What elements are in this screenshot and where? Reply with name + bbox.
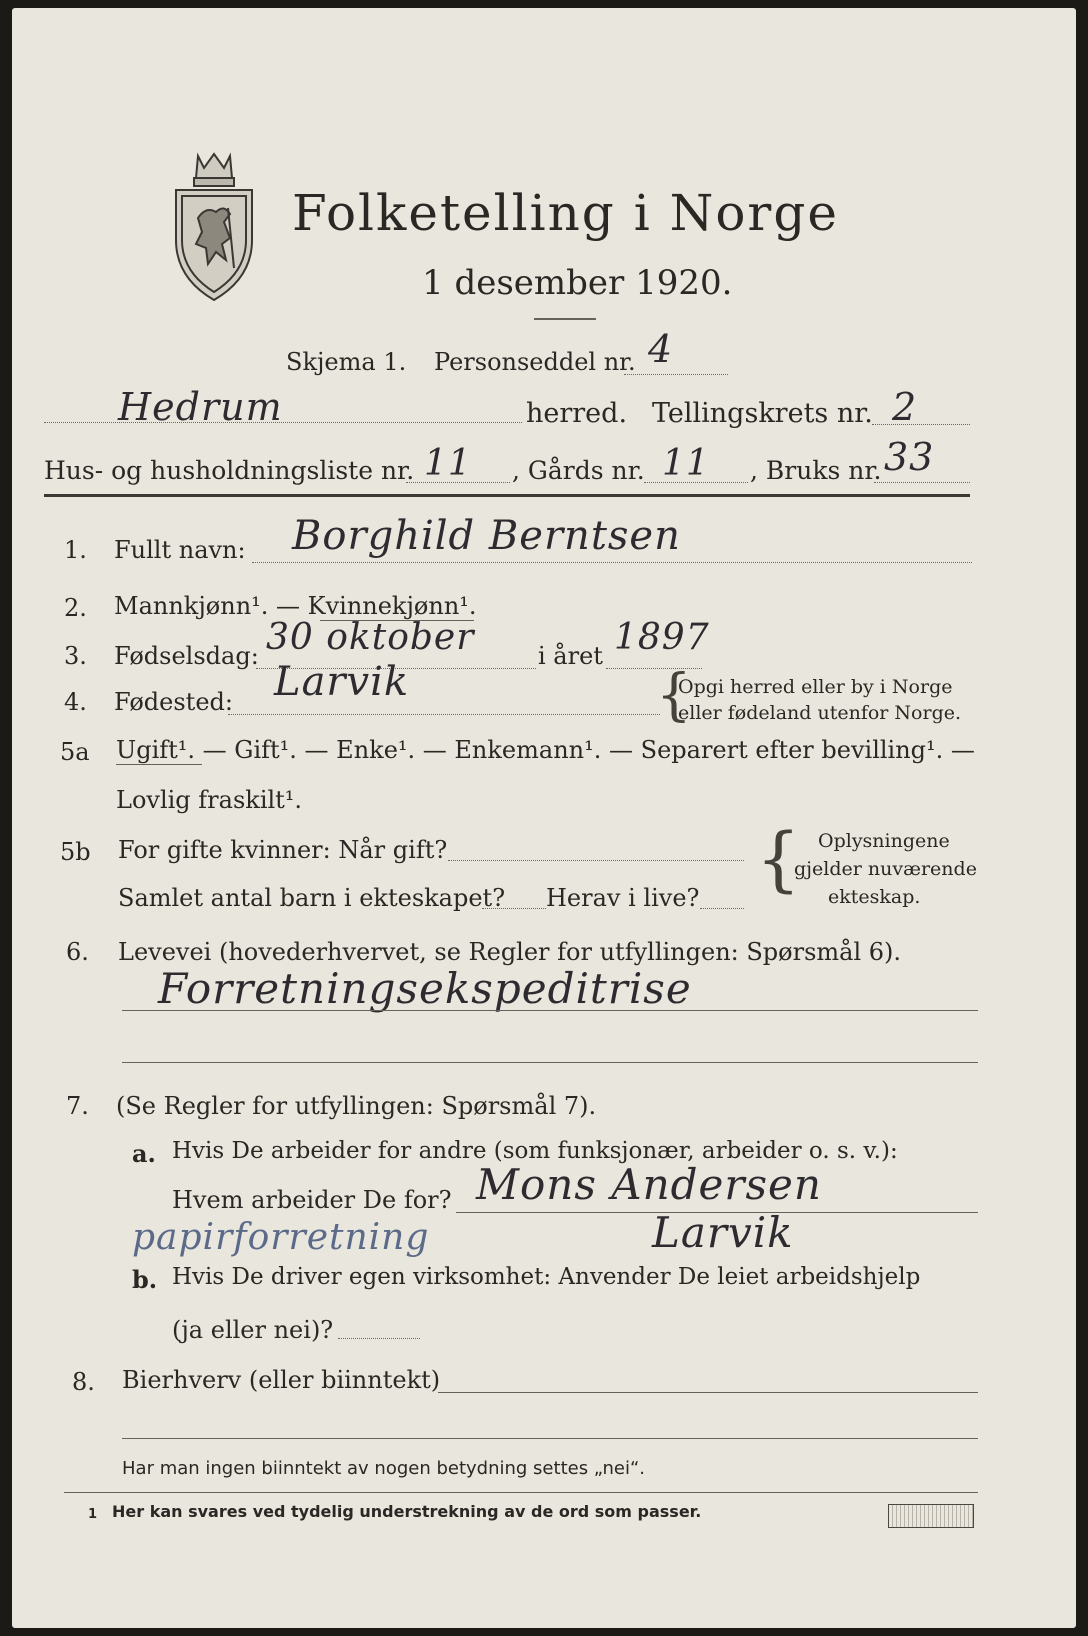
section-divider <box>44 494 970 497</box>
census-form-page <box>12 8 1076 1628</box>
q2-label: Mannkjønn¹. — Kvinnekjønn¹. <box>114 592 477 620</box>
q1-value: Borghild Berntsen <box>292 513 681 559</box>
q5b-number: 5b <box>60 838 91 866</box>
q1-number: 1. <box>64 536 87 564</box>
hus-value: 11 <box>424 443 472 484</box>
q5a-label: Ugift¹. — Gift¹. — Enke¹. — Enkemann¹. — Separert efter bevilling¹. — <box>116 736 975 764</box>
q5a-underline <box>116 764 202 765</box>
footer-note: Har man ingen biinntekt av nogen betydning settes „nei“. <box>122 1458 646 1479</box>
q5b-label-3: Herav i live? <box>546 884 700 912</box>
q3-label: Fødselsdag: <box>114 642 259 670</box>
q7-label: (Se Regler for utfyllingen: Spørsmål 7). <box>116 1092 597 1120</box>
q5b-brace: { <box>756 818 801 900</box>
q4-value: Larvik <box>274 659 410 705</box>
person-label: Personseddel nr. <box>434 348 636 376</box>
q5b-married-line <box>448 860 744 861</box>
q1-label: Fullt navn: <box>114 536 246 564</box>
q3-year-value: 1897 <box>614 617 710 658</box>
q7a-value: Mons Andersen <box>476 1160 822 1209</box>
footnote-text: Her kan svares ved tydelig understrekning av de ord som passer. <box>112 1502 702 1521</box>
q5b-note-3: ekteskap. <box>828 886 921 908</box>
q6-number: 6. <box>66 938 89 966</box>
q3-year-label: i året <box>538 642 603 670</box>
q3-value: 30 oktober <box>266 617 475 658</box>
title-rule <box>534 318 596 320</box>
hus-label: Hus- og husholdningsliste nr. <box>44 456 415 485</box>
q7b-line <box>338 1338 420 1339</box>
q2-number: 2. <box>64 594 87 622</box>
q3-number: 3. <box>64 642 87 670</box>
q6-label: Levevei (hovederhvervet, se Regler for utfyllingen: Spørsmål 6). <box>118 938 902 966</box>
krets-label: Tellingskrets nr. <box>652 398 873 429</box>
q6-line-2 <box>122 1062 978 1063</box>
q7b-letter: b. <box>132 1265 158 1294</box>
q5b-children-line <box>482 908 546 909</box>
q4-brace: { <box>656 663 692 728</box>
q4-number: 4. <box>64 688 87 716</box>
schema-label: Skjema 1. <box>286 348 407 376</box>
q5b-alive-line <box>700 908 744 909</box>
krets-value: 2 <box>892 385 918 429</box>
q5b-label-1: For gifte kvinner: Når gift? <box>118 836 448 864</box>
q8-number: 8. <box>72 1368 95 1396</box>
footnote-mark: 1 <box>88 1507 98 1522</box>
form-date: 1 desember 1920. <box>422 263 733 303</box>
footnote-rule <box>64 1492 978 1493</box>
q5a-label-2: Lovlig fraskilt¹. <box>116 786 303 814</box>
q4-label: Fødested: <box>114 688 233 716</box>
q7a-letter: a. <box>132 1139 156 1168</box>
person-nr-line <box>624 374 728 375</box>
bruks-line <box>874 482 970 483</box>
form-title: Folketelling i Norge <box>292 184 839 242</box>
q7a-extra: papirforretning <box>132 1217 430 1258</box>
q7b-label-2: (ja eller nei)? <box>172 1316 334 1344</box>
herred-label: herred. <box>526 398 628 429</box>
q4-line <box>228 714 660 715</box>
q8-line-2 <box>122 1438 978 1439</box>
q8-label: Bierhverv (eller biinntekt) <box>122 1366 441 1394</box>
q5b-note-1: Oplysningene <box>818 830 950 852</box>
q5b-note-2: gjelder nuværende <box>794 858 977 880</box>
q8-line-1 <box>438 1392 978 1393</box>
q4-note-1: Opgi herred eller by i Norge <box>678 676 953 698</box>
herred-line <box>44 422 522 423</box>
norway-coat-of-arms-icon <box>168 148 260 308</box>
gards-label: , Gårds nr. <box>512 456 645 485</box>
q6-line-1 <box>122 1010 978 1011</box>
q5b-label-2: Samlet antal barn i ekteskapet? <box>118 884 506 912</box>
q5a-number: 5a <box>60 738 90 766</box>
q4-note-2: eller fødeland utenfor Norge. <box>678 702 962 724</box>
bruks-value: 33 <box>884 435 935 479</box>
q7b-label-1: Hvis De driver egen virksomhet: Anvender De leiet arbeidshjelp <box>172 1264 921 1290</box>
bruks-label: , Bruks nr. <box>750 456 882 485</box>
q1-line <box>252 562 972 563</box>
printer-stamp <box>888 1504 974 1528</box>
herred-value: Hedrum <box>118 385 283 429</box>
q7a-value-2: Larvik <box>652 1208 794 1257</box>
q7a-label-2: Hvem arbeider De for? <box>172 1186 452 1214</box>
krets-line <box>872 424 970 425</box>
gards-value: 11 <box>662 443 710 484</box>
q7a-label-1: Hvis De arbeider for andre (som funksjonær, arbeider o. s. v.): <box>172 1138 898 1164</box>
q7-number: 7. <box>66 1092 89 1120</box>
q6-value: Forretningsekspeditrise <box>158 964 692 1013</box>
person-nr-value: 4 <box>648 327 674 371</box>
